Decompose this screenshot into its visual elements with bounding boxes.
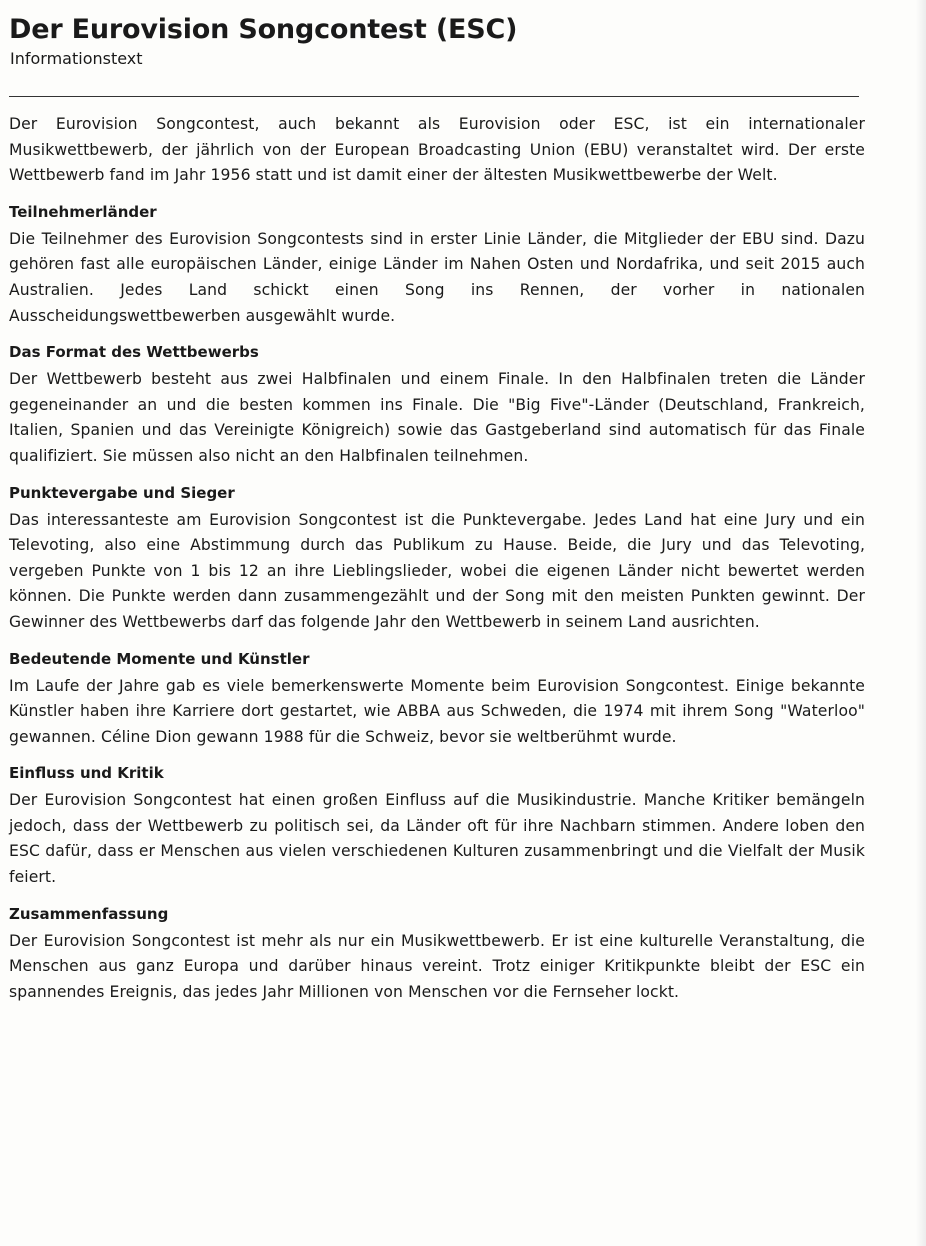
- title-divider: [9, 96, 859, 97]
- section-paragraph: Der Wettbewerb besteht aus zwei Halbfinalen und einem Finale. In den Halbfinalen treten die Länder gegeneinander an und die besten kommen ins Finale. Die "Big Five"-Länder (Deutschland, Frankreich, Italien, Spanien und das Vereinigte Königreich) sowie das Gastgeberland sind automatisch für das Finale qualifiziert. Sie müssen also nicht an den Halbfinalen teilnehmen.: [9, 370, 865, 465]
- section-einfluss: [9, 762, 865, 890]
- section-punktevergabe: [9, 482, 865, 636]
- document-page: [9, 14, 865, 1005]
- section-heading: Bedeutende Momente und Künstler: [9, 649, 310, 668]
- section-heading: Das Format des Wettbewerbs: [9, 343, 259, 362]
- section-heading: Punktevergabe und Sieger: [9, 483, 235, 502]
- section-format: [9, 341, 865, 469]
- section-teilnehmerlaender: [9, 201, 865, 329]
- section-heading: Teilnehmerländer: [9, 202, 157, 221]
- section-zusammenfassung: [9, 903, 865, 1006]
- section-paragraph: Im Laufe der Jahre gab es viele bemerkenswerte Momente beim Eurovision Songcontest. Einige bekannte Künstler haben ihre Karriere dort gestartet, wie ABBA aus Schweden, die 1974 mit ihrem Song "Waterloo" gewannen. Céline Dion gewann 1988 für die Schweiz, bevor sie weltberühmt wurde.: [9, 676, 865, 746]
- section-heading: Zusammenfassung: [9, 904, 169, 923]
- page-edge-shadow: [916, 0, 926, 1246]
- page-title: Der Eurovision Songcontest (ESC): [9, 14, 518, 45]
- section-paragraph: Das interessanteste am Eurovision Songcontest ist die Punktevergabe. Jedes Land hat eine Jury und ein Televoting, also eine Abstimmung durch das Publikum zu Hause. Beide, die Jury und das Televoting, vergeben Punkte von 1 bis 12 an ihre Lieblingslieder, wobei die eigenen Länder nicht bewertet werden können. Die Punkte werden dann zusammengezählt und der Song mit den meisten Punkten gewinnt. Der Gewinner des Wettbewerbs darf das folgende Jahr den Wettbewerb in seinem Land ausrichten.: [9, 510, 865, 631]
- page-subtitle: Informationstext: [10, 49, 143, 68]
- section-paragraph: Der Eurovision Songcontest ist mehr als nur ein Musikwettbewerb. Er ist eine kulturelle Veranstaltung, die Menschen aus ganz Europa und darüber hinaus vereint. Trotz einiger Kritikpunkte bleibt der ESC ein spannendes Ereignis, das jedes Jahr Millionen von Menschen vor die Fernseher lockt.: [9, 931, 865, 1001]
- section-paragraph: Die Teilnehmer des Eurovision Songcontests sind in erster Linie Länder, die Mitglieder der EBU sind. Dazu gehören fast alle europäischen Länder, einige Länder im Nahen Osten und Nordafrika, und seit 2015 auch Australien. Jedes Land schickt einen Song ins Rennen, der vorher in nationalen Ausscheidungswettbewerben ausgewählt wurde.: [9, 229, 865, 325]
- section-momente: [9, 648, 865, 751]
- intro-paragraph: Der Eurovision Songcontest, auch bekannt als Eurovision oder ESC, ist ein internationaler Musikwettbewerb, der jährlich von der European Broadcasting Union (EBU) veranstaltet wird. Der erste Wettbewerb fand im Jahr 1956 statt und ist damit einer der ältesten Musikwettbewerbe der Welt.: [9, 115, 865, 185]
- section-heading: Einfluss und Kritik: [9, 764, 164, 783]
- section-paragraph: Der Eurovision Songcontest hat einen großen Einfluss auf die Musikindustrie. Manche Kritiker bemängeln jedoch, dass der Wettbewerb zu politisch sei, da Länder oft für ihre Nachbarn stimmen. Andere loben den ESC dafür, dass er Menschen aus vielen verschiedenen Kulturen zusammenbringt und die Vielfalt der Musik feiert.: [9, 791, 865, 887]
